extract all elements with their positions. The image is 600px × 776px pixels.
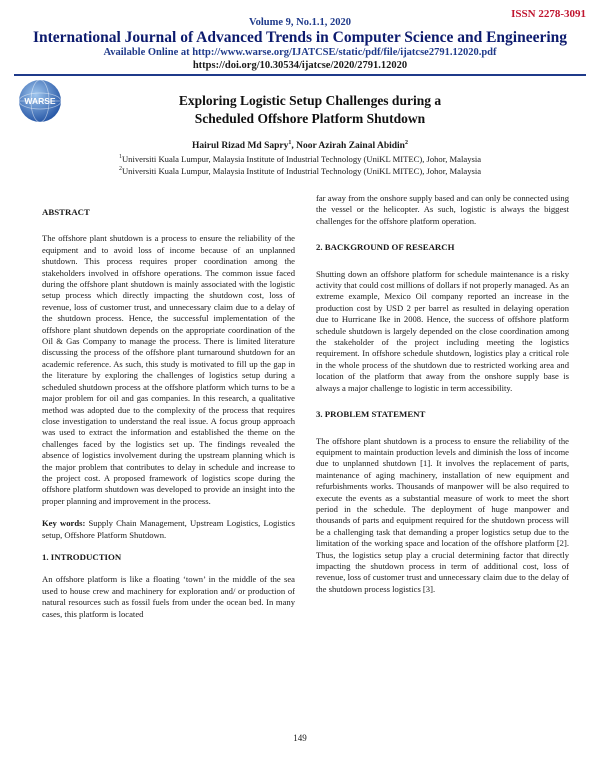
warse-logo [18,79,62,123]
problem-statement-body: The offshore plant shutdown is a process to ensure the reliability of the equipment to maintain production levels and diminish the loss of income due to unplanned shutdown [1]. It involves the replacement of parts, maintenance of aging machinery, installation of new equipment and refurbishments works. Thousands of manpower will be also required to execute the events as a substantial measure of work to meet the short period in the schedule. The deployment of huge manpower and thousands of parts and equipment required for the shutdown process will be a challenging task that demanding a proper logistics setup due to the limitation of the working space and location of the offshore platform [2]. Thus, the logistics setup play a crucial determining factor that directly impacting the shutdown process in term of additional cost, loss of revenue, loss of customer trust and unnecessary claim due to the delay of the shutdown process logistics [3]. [316,435,569,594]
left-column [42,207,295,620]
header-divider [14,74,586,76]
introduction-heading: 1. INTRODUCTION [42,551,122,562]
globe-icon [18,79,62,123]
issn-label: ISSN 2278-3091 [511,8,586,20]
introduction-body-continued: far away from the onshore supply based and can only be connected using the vessel or the helicopter. As such, logistic is always the biggest challenges for the offshore platform operation. [316,193,569,226]
affiliation-mark: 1 [118,154,122,161]
affiliation-text: Universiti Kuala Lumpur, Malaysia Institute of Industrial Technology (UniKL MITEC), Johor, Malaysia [121,166,482,176]
author-affiliation-mark: 1 [288,139,292,146]
available-online-link[interactable]: Available Online at http://www.warse.org/IJATCSE/static/pdf/file/ijatcse2791.12020.pdf [103,47,497,58]
right-column [316,193,569,595]
paper-title-line-1: Exploring Logistic Setup Challenges during a [178,93,442,108]
abstract-heading: ABSTRACT [42,207,90,217]
keywords-text: Supply Chain Management, Upstream Logistics, Logistics setup, Offshore Platform Shutdown. [42,518,296,540]
volume-info: Volume 9, No.1.1, 2020 [249,17,351,28]
paper-title [120,92,500,128]
keywords-label: Key words: [42,518,86,529]
page-number: 149 [293,733,307,743]
introduction-body: An offshore platform is like a floating ‘town’ in the middle of the sea used to house crew and machinery for exploration and/ or production of natural resources such as fossil fuels from under the ocean bed. In many cases, this platform is located [42,574,295,619]
author-name: Noor Azirah Zainal Abidin [296,141,405,151]
background-body: Shutting down an offshore platform for schedule maintenance is a risky activity that could cost millions of dollars if not properly managed. As an extreme example, Mexico Oil company reported an increase in the production cost by USD 2 per barrel as resulted in delaying operation due to Hurricane Ike in 2008. Hence, the success of offshore platform schedule shutdown is largely depended on the close coordination among the stakeholder of the project including meeting the logistics requirement. In offshore schedule shutdown, logistics play a critical role in the whole process of the shutdown due to restricted working area and location of the platform that away from the onshore supply base is always a major challenge to logistic in term accessibility. [316,268,569,393]
affiliation-mark: 2 [118,166,122,173]
author-name: Hairul Rizad Md Sapry [192,141,289,151]
author-affiliation-mark: 2 [404,139,408,146]
keywords [42,518,295,541]
affiliation [0,166,600,176]
abstract-body: The offshore plant shutdown is a process to ensure the reliability of the equipment and to avoid loss of income because of an unplanned shutdown. This process requires proper coordination among the stakeholders involved in offshore operations. The common issue faced during the offshore plant shutdown is mainly associated with the logistic setup process which directly impacting the shutdown cost, loss of revenue, loss of customer trust, and unnecessary claim due to a delay of the shutdown process. Hence, the successful implementation of the offshore plant shutdown depends on the appropriate coordination of the Oil & Gas Company to manage the process. There is limited literature discussing the process of the offshore plant turnaround shutdown for an academic reference. As such, this study is motivated to fill up the gap in the literature by exploring the challenges of logistics setup during a scheduled shutdown process at the offshore platform which turns to be a major problem for oil and gas companies. In this research, a qualitative method was adopted due to the complexity of the process that requires close investigation to understand the real issue. A focus group approach was used to extract the information and established the theme on the challenges faced by the logistics set up. The findings revealed the absence of logistics involvement during the upstream planning which is the major problem that contributes to delay in schedule and increase to the project cost. A proposed framework of logistics scope during the offshore platform shutdown was developed to provide an insight into the proper planning and improvement in the process. [42,233,295,506]
logo-text: WARSE [24,96,56,106]
affiliation [0,154,600,164]
background-heading: 2. BACKGROUND OF RESEARCH [316,242,455,253]
paper-title-line-2: Scheduled Offshore Platform Shutdown [194,111,426,126]
author-list [0,141,600,151]
journal-title: International Journal of Advanced Trends in Computer Science and Engineering [32,29,568,46]
doi-link[interactable]: https://doi.org/10.30534/ijatcse/2020/2791.12020 [192,60,408,71]
author-separator: , [291,141,297,151]
affiliation-text: Universiti Kuala Lumpur, Malaysia Institute of Industrial Technology (UniKL MITEC), Johor, Malaysia [121,154,482,164]
problem-statement-heading: 3. PROBLEM STATEMENT [316,409,426,420]
